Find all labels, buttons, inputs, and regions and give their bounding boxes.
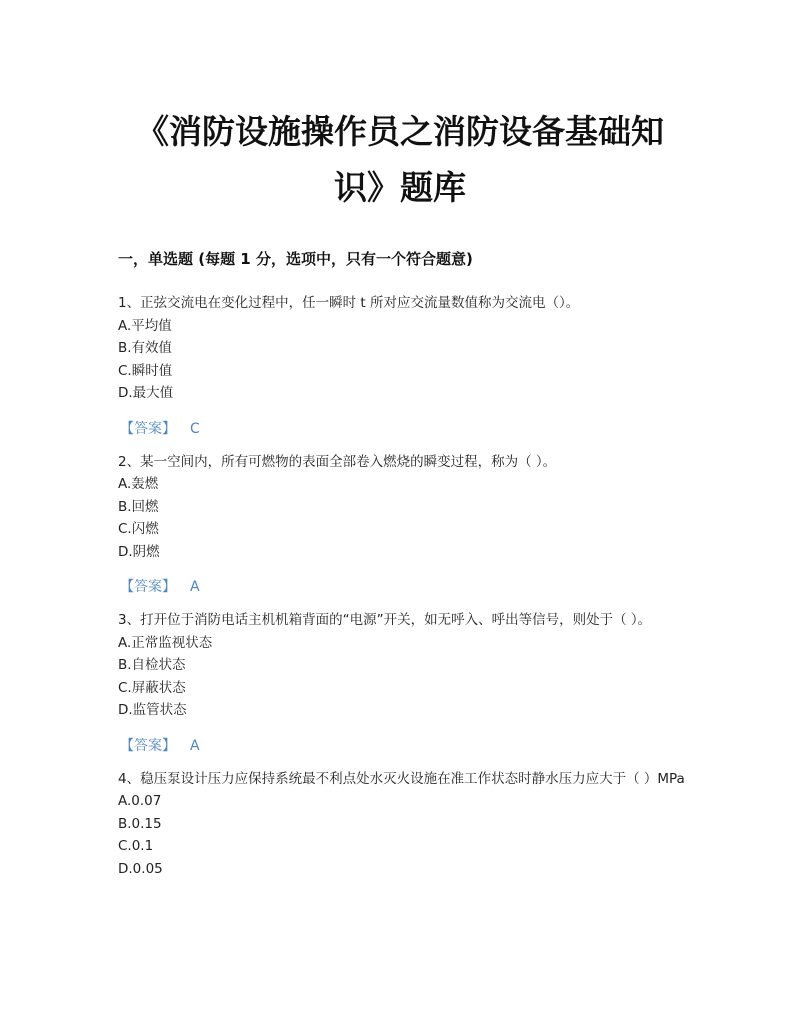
- question-1: [118, 292, 686, 440]
- answer-row: [120, 418, 686, 440]
- document-title: [100, 104, 700, 216]
- question-3: [118, 609, 686, 757]
- answer-value: A: [190, 579, 200, 595]
- answer-label: 【答案】: [120, 579, 176, 595]
- option-b: B.有效值: [118, 340, 173, 356]
- question-stem: 3、打开位于消防电话主机机箱背面的“电源”开关，如无呼入、呼出等信号，则处于（ ）。: [118, 612, 652, 628]
- answer-row: [120, 735, 686, 757]
- question-stem: 2、某一空间内，所有可燃物的表面全部卷入燃烧的瞬变过程，称为（ ）。: [118, 453, 557, 470]
- question-list: [118, 292, 686, 880]
- option-a: A.0.07: [118, 793, 162, 809]
- option-c: C.0.1: [118, 838, 154, 854]
- option-d: D.阴燃: [118, 543, 160, 560]
- answer-value: A: [190, 737, 200, 754]
- option-d: D.监管状态: [118, 702, 187, 718]
- document-title-line-2: 识》题库: [334, 168, 466, 207]
- option-c: C.屏蔽状态: [118, 679, 186, 696]
- option-d: D.最大值: [118, 385, 174, 401]
- option-c: C.闪燃: [118, 521, 159, 537]
- option-a: A.平均值: [118, 317, 172, 334]
- answer-row: [120, 576, 686, 598]
- question-2: [118, 451, 686, 599]
- question-4: [118, 768, 686, 881]
- option-d: D.0.05: [118, 860, 163, 877]
- question-stem: 4、稳压泵设计压力应保持系统最不利点处水灭火设施在准工作状态时静水压力应大于（ ）MPa: [118, 770, 685, 787]
- document-title-line-1: 《消防设施操作员之消防设备基础知: [136, 112, 664, 151]
- option-b: B.回燃: [118, 498, 159, 515]
- option-a: A.轰燃: [118, 476, 159, 492]
- answer-label: 【答案】: [120, 420, 176, 437]
- option-c: C.瞬时值: [118, 362, 173, 379]
- option-b: B.0.15: [118, 815, 162, 832]
- question-stem: 1、正弦交流电在变化过程中，任一瞬时 t 所对应交流量数值称为交流电（）。: [118, 295, 580, 311]
- section-heading: 一，单选题 (每题 1 分，选项中，只有一个符合题意): [118, 250, 473, 268]
- option-a: A.正常监视状态: [118, 634, 213, 651]
- answer-value: C: [190, 420, 200, 437]
- option-b: B.自检状态: [118, 657, 186, 673]
- answer-label: 【答案】: [120, 737, 176, 754]
